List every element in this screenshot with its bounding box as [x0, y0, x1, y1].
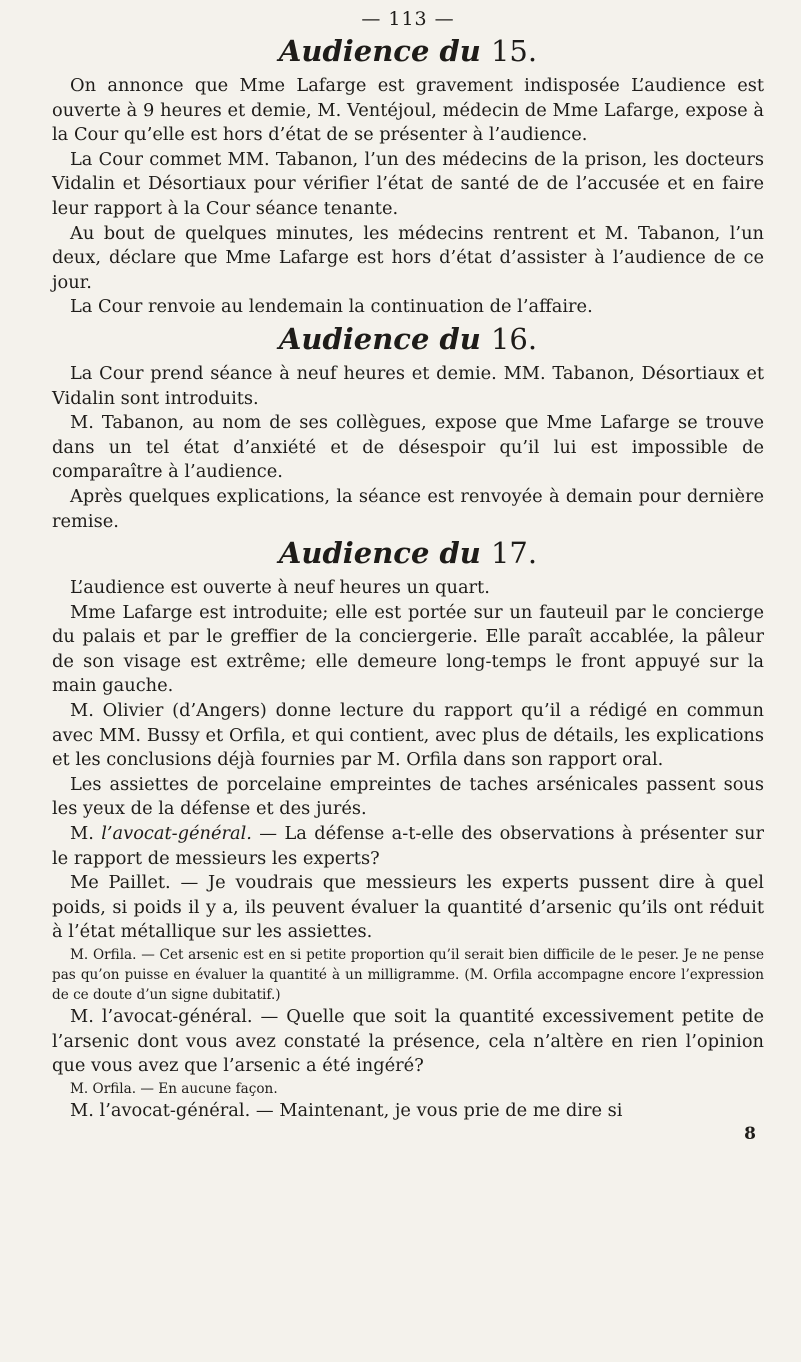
paragraph: L’audience est ouverte à neuf heures un quart. [70, 577, 490, 599]
paragraph-small: M. Orfila. — Cet arsenic est en si petite proportion qu’il serait bien difficile de le peser. Je ne pense pas qu’on puisse en évaluer la quantité à un milligramme. (M. Orfila accompagne encore l’expression de ce doute d’un signe dubitatif.) [52, 947, 764, 1003]
paragraph-small: M. Orfila. — En aucune façon. [70, 1080, 278, 1097]
paragraph: La Cour prend séance à neuf heures et demie. MM. Tabanon, Désortiaux et Vidalin sont introduits. [52, 362, 764, 409]
speech-text: — La défense a-t-elle des observations à présenter sur le rapport de messieurs les experts? [52, 823, 764, 869]
page-number: — 113 — [361, 8, 455, 30]
paragraph: Au bout de quelques minutes, les médecins rentrent et M. Tabanon, l’un deux, déclare que Mme Lafarge est hors d’état d’assister à l’audience de ce jour. [52, 222, 764, 293]
paragraph: Les assiettes de porcelaine empreintes de taches arsénicales passent sous les yeux de la défense et des jurés. [52, 773, 764, 820]
paragraph: On annonce que Mme Lafarge est gravement indisposée L’audience est ouverte à 9 heures et demie, M. Ventéjoul, médecin de Mme Lafarge, expose à la Cour qu’elle est hors d’état de se présenter à l’audience. [52, 75, 764, 146]
section-audience-15 [52, 34, 764, 320]
section-heading [52, 536, 764, 570]
section-heading [52, 322, 764, 356]
paragraph: La Cour renvoie au lendemain la continuation de l’affaire. [70, 296, 593, 318]
paragraph: La Cour commet MM. Tabanon, l’un des médecins de la prison, les docteurs Vidalin et Désortiaux pour vérifier l’état de santé de de l’accusée et en faire leur rapport à la Cour séance tenante. [52, 148, 764, 219]
section-audience-16 [52, 322, 764, 534]
heading-number: 15. [490, 34, 538, 68]
heading-text: Audience du [278, 536, 491, 571]
book-page [52, 8, 764, 1145]
section-heading [52, 34, 764, 68]
paragraph: Mme Lafarge est introduite; elle est portée sur un fauteuil par le concierge du palais et par le greffier de la conciergerie. Elle paraît accablée, la pâleur de son visage est extrême; elle demeure long-temps le front appuyé sur la main gauche. [52, 601, 764, 697]
heading-text: Audience du [278, 321, 491, 356]
paragraph: Après quelques explications, la séance est renvoyée à demain pour dernière remise. [52, 485, 764, 532]
paragraph: M. Tabanon, au nom de ses collègues, expose que Mme Lafarge se trouve dans un tel état d’anxiété et de désespoir qu’il lui est impossible de comparaître à l’audience. [52, 412, 764, 483]
section-audience-17 [52, 536, 764, 1123]
paragraph: M. l’avocat-général. — Quelle que soit la quantité excessivement petite de l’arsenic dont vous avez constaté la présence, cela n’altère en rien l’opinion que vous avez que l’arsenic a été ingéré? [52, 1006, 764, 1077]
paragraph: Me Paillet. — Je voudrais que messieurs les experts pussent dire à quel poids, si poids il y a, ils peuvent évaluer la quantité d’arsenic qu’ils ont réduit à l’état métallique sur les assiettes. [52, 872, 764, 943]
heading-text: Audience du [278, 34, 491, 68]
speaker: M. [70, 823, 102, 845]
paragraph: M. l’avocat-général. — Maintenant, je vous prie de me dire si [70, 1099, 623, 1121]
paragraph [52, 822, 764, 871]
heading-number: 16. [490, 321, 538, 356]
signature-mark: 8 [744, 1124, 756, 1145]
paragraph: M. Olivier (d’Angers) donne lecture du rapport qu’il a rédigé en commun avec MM. Bussy et Orfila, et qui contient, avec plus de détails, les explications et les conclusions déjà fournies par M. Orfila dans son rapport oral. [52, 700, 764, 771]
speaker-role: l’avocat-général. [101, 823, 252, 845]
heading-number: 17. [490, 536, 538, 571]
